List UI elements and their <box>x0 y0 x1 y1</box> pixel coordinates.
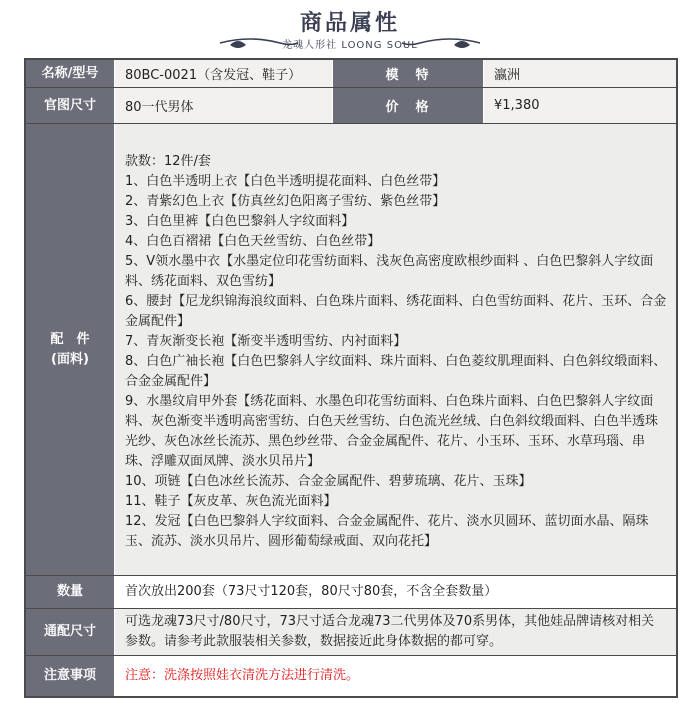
parts-item: 5、V领水墨中衣【水墨定位印花雪纺面料、浅灰色高密度欧根纱面料 、白色巴黎斜人字纹面料、绣花面料、双色雪纺】 <box>125 254 654 289</box>
page-header <box>0 0 700 56</box>
parts-item: 款数：12件/套 <box>125 154 211 169</box>
table-row-fit <box>26 609 676 655</box>
size-label: 官图尺寸 <box>26 88 114 123</box>
page-title: 商品属性 <box>299 11 400 36</box>
parts-label <box>26 124 114 575</box>
price-label: 价 格 <box>333 88 483 123</box>
size-value: 80一代男体 <box>115 88 332 123</box>
parts-item: 4、白色百褶裙【白色天丝雪纺、白色丝带】 <box>125 234 381 249</box>
table-row-size <box>26 88 676 123</box>
parts-item: 10、项链【白色冰丝长流苏、合金金属配件、碧萝琉璃、花片、玉珠】 <box>125 474 532 489</box>
fit-value: 可选龙魂73尺寸/80尺寸，73尺寸适合龙魂73二代男体及70系男体，其他娃品牌请核对相关参数。请参考此款服装相关参数，数据接近此身体数据的都可穿。 <box>115 609 676 655</box>
parts-item: 2、青紫幻色上衣【仿真丝幻色阳离子雪纺、紫色丝带】 <box>125 194 446 209</box>
name-value: 80BC-0021（含发冠、鞋子） <box>115 60 332 87</box>
table-row-parts <box>26 124 676 575</box>
quantity-value: 首次放出200套（73尺寸120套，80尺寸80套，不含全套数量） <box>115 576 676 608</box>
parts-item: 3、白色里裤【白色巴黎斜人字纹面料】 <box>125 214 355 229</box>
attributes-table <box>24 58 678 698</box>
parts-item: 12、发冠【白色巴黎斜人字纹面料、合金金属配件、花片、淡水贝圆环、蓝切面水晶、隔珠玉、流苏、淡水贝吊片、圆形葡萄绿戒面、双向花托】 <box>125 514 649 549</box>
parts-item: 9、水墨纹肩甲外套【绣花面料、水墨色印花雪纺面料、白色珠片面料、白色巴黎斜人字纹面料、灰色渐变半透明高密雪纺、白色天丝雪纺、白色流光丝绒、白色斜纹缎面料、白色半透珠光纱、灰色冰丝长流苏、黑色纱丝带、合金金属配件、花片、小玉环、玉环、水草玛瑙、串珠、浮雕双面凤牌、淡水贝吊片】 <box>125 394 659 469</box>
notice-value: 注意：洗涤按照娃衣清洗方法进行清洗。 <box>115 656 676 696</box>
brand-subtitle: 龙魂人形社 LOONG SOUL <box>282 40 418 51</box>
quantity-label: 数量 <box>26 576 114 608</box>
parts-list <box>115 124 676 575</box>
price-value: ¥1,380 <box>484 88 676 123</box>
fit-label: 通配尺寸 <box>26 609 114 655</box>
parts-item: 1、白色半透明上衣【白色半透明提花面料、白色丝带】 <box>125 174 446 189</box>
table-row-notice <box>26 656 676 696</box>
parts-item: 11、鞋子【灰皮革、灰色流光面料】 <box>125 494 337 509</box>
model-value: 瀛洲 <box>484 60 676 87</box>
parts-item: 7、青灰渐变长袍【渐变半透明雪纺、内衬面料】 <box>125 334 407 349</box>
parts-label-sub: (面料) <box>51 351 89 367</box>
table-row-name <box>26 60 676 87</box>
notice-label: 注意事项 <box>26 656 114 696</box>
parts-item: 6、腰封【尼龙织锦海浪纹面料、白色珠片面料、绣花面料、白色雪纺面料、花片、玉环、合金金属配件】 <box>125 294 667 329</box>
table-row-quantity <box>26 576 676 608</box>
parts-label-main: 配 件 <box>50 331 90 347</box>
parts-item: 8、白色广袖长袍【白色巴黎斜人字纹面料、珠片面料、白色菱纹肌理面料、白色斜纹缎面料、合金金属配件】 <box>125 354 667 389</box>
name-label: 名称/型号 <box>26 60 114 87</box>
model-label: 模 特 <box>333 60 483 87</box>
